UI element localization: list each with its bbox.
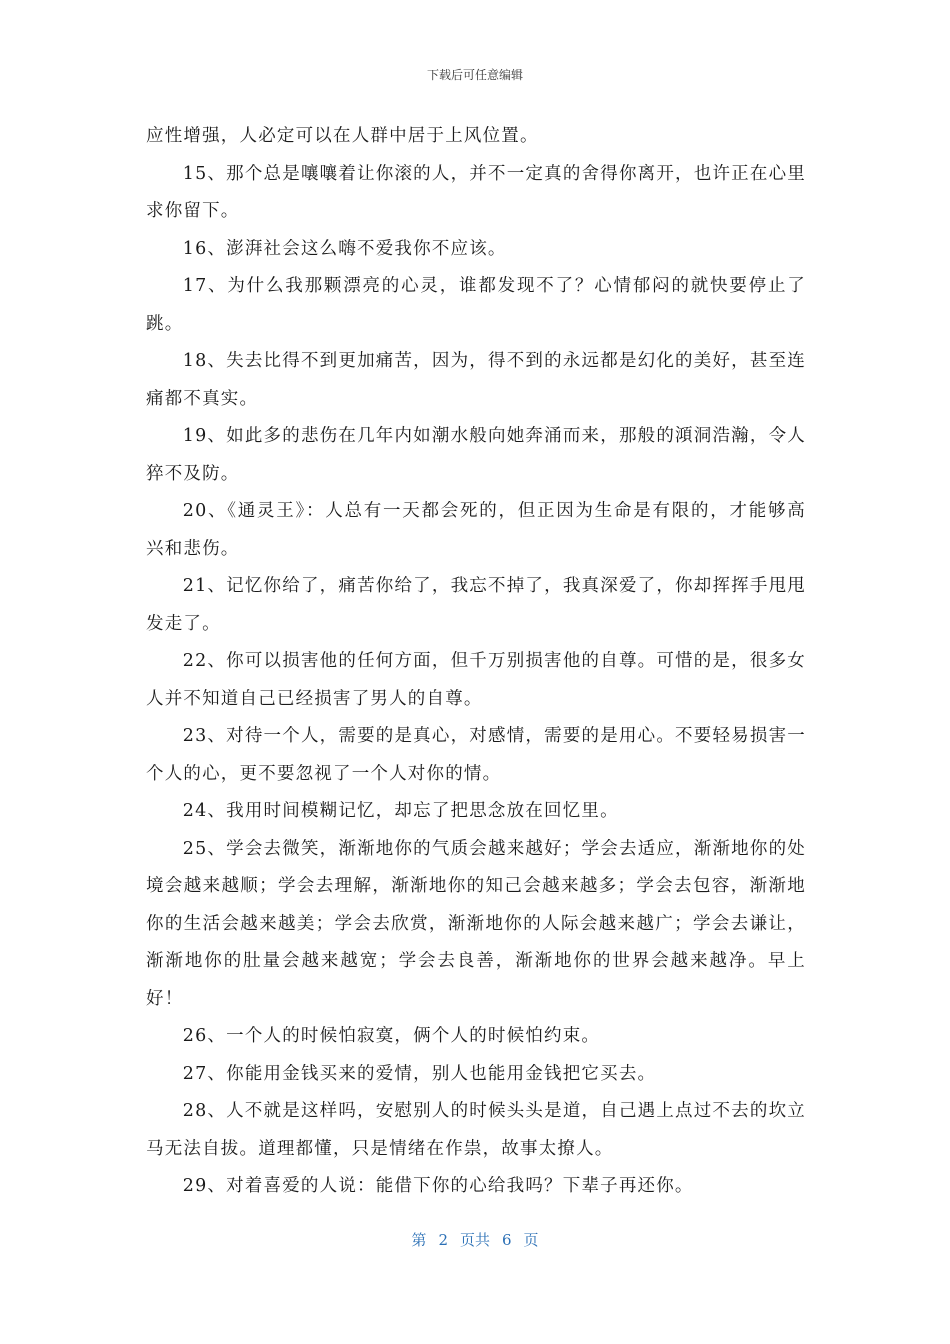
paragraph-27: 27、你能用金钱买来的爱情，别人也能用金钱把它买去。 xyxy=(182,1063,657,1084)
page-header: 下载后可任意编辑 xyxy=(426,68,523,82)
page-footer xyxy=(0,1229,950,1250)
document-body xyxy=(146,118,806,1206)
paragraph-21: 21、记忆你给了，痛苦你给了，我忘不掉了，我真深爱了，你却挥挥手甩甩发走了。 xyxy=(146,576,806,634)
paragraph-28: 28、人不就是这样吗，安慰别人的时候头头是道，自己遇上点过不去的坎立马无法自拔。道理都懂，只是情绪在作祟，故事太撩人。 xyxy=(146,1101,806,1159)
paragraph-18: 18、失去比得不到更加痛苦，因为，得不到的永远都是幻化的美好，甚至连痛都不真实。 xyxy=(146,351,806,409)
paragraph-19: 19、如此多的悲伤在几年内如潮水般向她奔涌而来，那般的澒洞浩瀚，令人猝不及防。 xyxy=(146,426,806,484)
paragraph-22: 22、你可以损害他的任何方面，但千万别损害他的自尊。可惜的是，很多女人并不知道自己已经损害了男人的自尊。 xyxy=(146,651,806,709)
footer-middle: 页共 xyxy=(459,1231,490,1249)
paragraph-17: 17、为什么我那颗漂亮的心灵，谁都发现不了？心情郁闷的就快要停止了跳。 xyxy=(146,276,806,334)
footer-prefix: 第 xyxy=(411,1231,427,1249)
paragraph-continuation: 应性增强，人必定可以在人群中居于上风位置。 xyxy=(146,126,539,146)
paragraph-16: 16、澎湃社会这么嗨不爱我你不应该。 xyxy=(182,238,507,259)
paragraph-20: 20、《通灵王》：人总有一天都会死的，但正因为生命是有限的，才能够高兴和悲伤。 xyxy=(146,501,806,559)
paragraph-25: 25、学会去微笑，渐渐地你的气质会越来越好；学会去适应，渐渐地你的处境会越来越顺；学会去理解，渐渐地你的知己会越来越多；学会去包容，渐渐地你的生活会越来越美；学会去欣赏，渐渐地你的人际会越来越广；学会去谦让，渐渐地你的肚量会越来越宽；学会去良善，渐渐地你的世界会越来越净。早上好！ xyxy=(146,838,806,1009)
paragraph-29: 29、对着喜爱的人说：能借下你的心给我吗？下辈子再还你。 xyxy=(182,1176,694,1196)
paragraph-24: 24、我用时间模糊记忆，却忘了把思念放在回忆里。 xyxy=(182,801,619,821)
paragraph-15: 15、那个总是嚷嚷着让你滚的人，并不一定真的舍得你离开，也许正在心里求你留下。 xyxy=(146,163,806,221)
paragraph-23: 23、对待一个人，需要的是真心，对感情，需要的是用心。不要轻易损害一个人的心，更不要忽视了一个人对你的情。 xyxy=(146,726,806,784)
footer-suffix: 页 xyxy=(523,1231,539,1249)
footer-page-number: 2 xyxy=(438,1231,448,1249)
paragraph-26: 26、一个人的时候怕寂寞，俩个人的时候怕约束。 xyxy=(182,1026,601,1046)
footer-total-pages: 6 xyxy=(502,1231,512,1249)
